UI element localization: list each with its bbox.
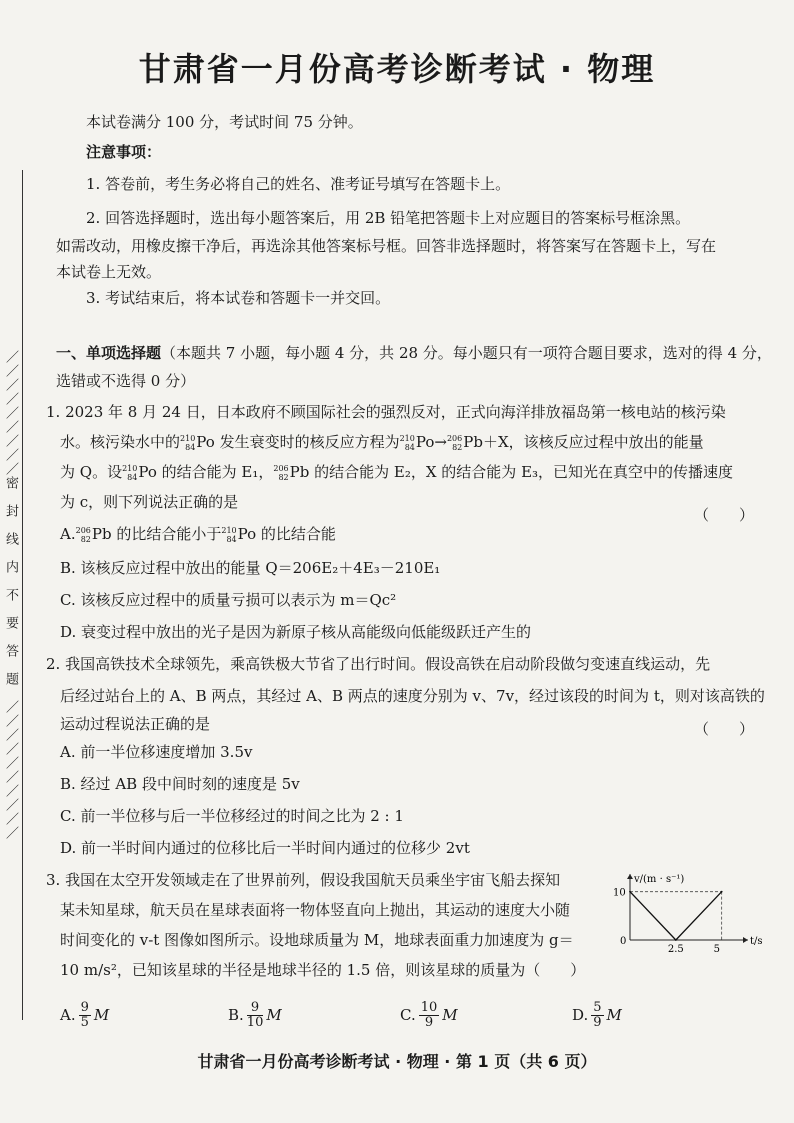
notice-3: 3. 考试结束后，将本试卷和答题卡一并交回。: [86, 289, 391, 307]
data-point: [721, 891, 723, 893]
nuclide-pb: 206 82: [446, 434, 463, 452]
q1-answer-bracket: （ ）: [693, 506, 754, 524]
section1-desc-2: 选错或不选得 0 分）: [56, 372, 196, 390]
q3-option-c: C. $\frac{10}{9}$ M: [400, 999, 458, 1030]
q2-option-d: D. 前一半时间内通过的位移比后一半时间内通过的位移少 2vt: [60, 839, 470, 857]
section1-desc: （本题共 7 小题，每小题 4 分，共 28 分。每小题只有一项符合题目要求，选对的得 4 分，: [161, 344, 772, 362]
q3-line4: 10 m/s²，已知该星球的半径是地球半径的 1.5 倍，则该星球的质量为（ ）: [60, 961, 586, 979]
x-tick-label: 2.5: [667, 944, 684, 955]
y-axis-label: v/(m · s⁻¹): [634, 874, 685, 885]
nuclide-po: 210 84: [122, 464, 138, 482]
notice-2-cont: 如需改动，用橡皮擦干净后，再选涂其他答案标号框。回答非选择题时，将答案写在答题卡上，写在: [56, 237, 717, 255]
q3-line2: 某未知星球，航天员在星球表面将一物体竖直向上抛出，其运动的速度大小随: [60, 901, 571, 919]
seal-line: [22, 170, 23, 1020]
exam-title: 甘肃省一月份高考诊断考试 · 物理: [138, 50, 656, 88]
q3-option-d: D. $\frac{5}{9}$ M: [572, 999, 622, 1030]
vt-graph: [610, 868, 763, 968]
notice-1: 1. 答卷前，考生务必将自己的姓名、准考证号填写在答题卡上。: [86, 175, 511, 193]
origin-label: 0: [620, 936, 627, 947]
notice-2-end: 本试卷上无效。: [56, 263, 162, 281]
q1-option-a: A. 206 82 Pb 的比结合能小于 210 84 Po 的比结合能: [60, 525, 336, 544]
data-point: [675, 939, 677, 941]
q2-option-b: B. 经过 AB 段中间时刻的速度是 5v: [60, 775, 300, 793]
q1-line1: 1. 2023 年 8 月 24 日，日本政府不顾国际社会的强烈反对，正式向海洋排放福岛第一核电站的核污染: [46, 403, 726, 421]
q2-line3: 运动过程说法正确的是: [60, 715, 211, 733]
q2-line2: 后经过站台上的 A、B 两点，其经过 A、B 两点的速度分别为 v、7v，经过该段的时间为 t，则对该高铁的: [60, 687, 765, 705]
nuclide-pb: 206 82: [273, 464, 289, 482]
q2-option-a: A. 前一半位移速度增加 3.5v: [60, 743, 253, 761]
nuclide-po: 210 84: [180, 434, 196, 452]
y-tick-label: 10: [613, 887, 626, 899]
q2-line1: 2. 我国高铁技术全球领先，乘高铁极大节省了出行时间。假设高铁在启动阶段做匀变速直线运动，先: [46, 655, 711, 673]
velocity-line: [630, 892, 722, 940]
x-tick-label: 5: [713, 944, 721, 955]
q3-option-b: B. $\frac{9}{10}$ M: [228, 999, 282, 1030]
q1-option-d: D. 衰变过程中放出的光子是因为新原子核从高能级向低能级跃迁产生的: [60, 623, 532, 641]
q1-line3: 为 Q。设 210 84 Po 的结合能为 E₁， 206 82 Pb 的结合能为 E₂，X 的结合能为 E₃，已知光在真空中的传播速度: [60, 463, 734, 482]
q1-line2: 水。核污染水中的 210 84 Po 发生衰变时的核反应方程为 210 84 Po→ 206 82 Pb＋X，该核反应过程中放出的能量: [60, 433, 704, 452]
seal-text: ／／／／／／／／／密 封 线 内 不 要 答 题 ／／／／／／／／／／: [3, 350, 18, 840]
q3-line1: 3. 我国在太空开发领域走在了世界前列，假设我国航天员乘坐宇宙飞船去探知: [46, 871, 561, 889]
section1-heading-line: [56, 343, 772, 363]
notice-heading: 注意事项：: [86, 143, 162, 161]
intro-text: 本试卷满分 100 分，考试时间 75 分钟。: [86, 113, 363, 131]
y-axis-arrow: [627, 874, 633, 879]
notice-2: 2. 回答选择题时，选出每小题答案后，用 2B 铅笔把答题卡上对应题目的答案标号框涂黑。: [86, 209, 691, 227]
q3-line3: 时间变化的 v-t 图像如图所示。设地球质量为 M，地球表面重力加速度为 g＝: [60, 931, 574, 949]
q1-line4: 为 c，则下列说法正确的是: [60, 493, 239, 511]
seal-margin: [0, 0, 36, 1123]
data-point: [629, 891, 631, 893]
section1-heading: 一、单项选择题: [56, 344, 162, 362]
q1-option-b: B. 该核反应过程中放出的能量 Q＝206E₂＋4E₃－210E₁: [60, 559, 441, 577]
q3-option-a: A. $\frac{9}{5}$ M: [60, 999, 110, 1030]
nuclide-po: 210 84: [399, 434, 415, 452]
q2-option-c: C. 前一半位移与后一半位移经过的时间之比为 2 : 1: [60, 807, 404, 825]
x-axis-label: t/s: [750, 936, 763, 947]
page-footer: 甘肃省一月份高考诊断考试 · 物理 · 第 1 页（共 6 页）: [197, 1052, 597, 1071]
q2-answer-bracket: （ ）: [693, 720, 754, 738]
q1-option-c: C. 该核反应过程中的质量亏损可以表示为 m＝Qc²: [60, 591, 397, 609]
x-axis-arrow: [743, 937, 748, 943]
